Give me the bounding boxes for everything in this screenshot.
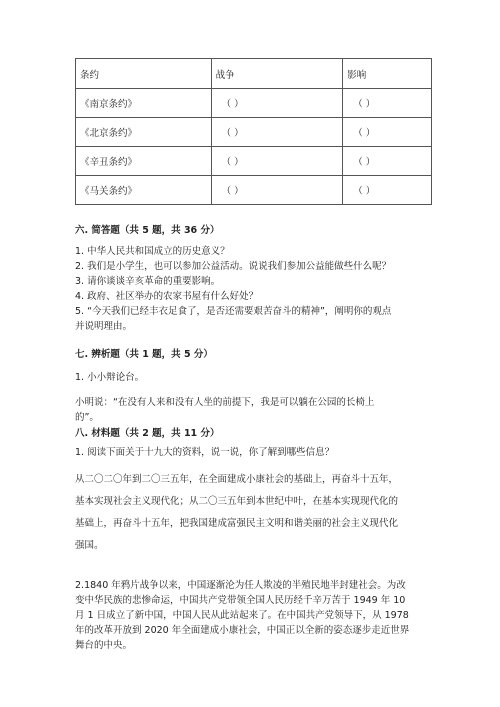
question-item: 5. “今天我们已经丰衣足食了，是否还需要艰苦奋斗的精神”，阐明你的观点 (75, 306, 392, 317)
impact-blank: （ ） (343, 176, 432, 205)
war-blank: （ ） (211, 176, 343, 205)
table-header-row (76, 59, 432, 89)
table-row (76, 176, 432, 205)
header-treaty: 条约 (76, 59, 212, 89)
quote-line: 的”。 (75, 412, 99, 423)
table-row (76, 147, 432, 176)
question-item-continued: 并说明理由。 (75, 321, 133, 332)
material-line: 基本实现社会主义现代化；从二〇三五年到本世纪中叶，在基本实现现代化的 (75, 496, 399, 507)
war-blank: （ ） (211, 89, 343, 118)
question-item: 2. 我们是小学生，也可以参加公益活动。说说我们参加公益能做些什么呢？ (75, 261, 392, 272)
treaty-name: 《北京条约》 (76, 118, 212, 147)
material-line: 年的改革开放到 2020 年全面建成小康社会，中国正以全新的姿态逐步走近世界 (75, 625, 410, 636)
question-item: 3. 请你谈谈辛亥革命的重要影响。 (75, 276, 221, 287)
section7-title: 七. 辨析题（共 1 题，共 5 分） (75, 349, 213, 360)
section8-title: 八. 材料题（共 2 题，共 11 分） (75, 428, 220, 439)
header-war: 战争 (211, 59, 343, 89)
material-line: 2.1840 年鸦片战争以来，中国逐渐沦为任人欺凌的半殖民地半封建社会。为改 (75, 580, 406, 591)
impact-blank: （ ） (343, 118, 432, 147)
question-item: 1. 中华人民共和国成立的历史意义？ (75, 246, 230, 257)
war-blank: （ ） (211, 147, 343, 176)
impact-blank: （ ） (343, 147, 432, 176)
material-line: 月 1 日成立了新中国，中国人民从此站起来了。在中国共产党领导下，从 1978 (75, 610, 409, 621)
table-row (76, 118, 432, 147)
quote-line: 小明说：“在没有人来和没有人坐的前提下，我是可以躺在公园的长椅上 (75, 397, 375, 408)
question-item: 4. 政府、社区举办的农家书屋有什么好处？ (75, 291, 259, 302)
war-blank: （ ） (211, 118, 343, 147)
table-row (76, 89, 432, 118)
question-item: 1. 小小辩论台。 (75, 372, 145, 383)
section6-title: 六. 简答题（共 5 题，共 36 分） (75, 225, 220, 236)
treaty-table (75, 58, 432, 205)
treaty-name: 《马关条约》 (76, 176, 212, 205)
header-impact: 影响 (343, 59, 432, 89)
material-line: 从二〇二〇年到二〇三五年，在全面建成小康社会的基础上，再奋斗十五年， (75, 474, 399, 485)
material-line: 强国。 (75, 540, 104, 551)
material-line: 基础上，再奋斗十五年，把我国建成富强民主文明和谐美丽的社会主义现代化 (75, 518, 399, 529)
impact-blank: （ ） (343, 89, 432, 118)
question-item: 1. 阅读下面关于十九大的资料，说一说，你了解到哪些信息？ (75, 447, 335, 458)
treaty-name: 《南京条约》 (76, 89, 212, 118)
material-line: 变中华民族的悲惨命运，中国共产党带领全国人民历经千辛万苦于 1949 年 10 (75, 595, 406, 606)
material-line: 舞台的中央。 (75, 640, 133, 651)
treaty-name: 《辛丑条约》 (76, 147, 212, 176)
